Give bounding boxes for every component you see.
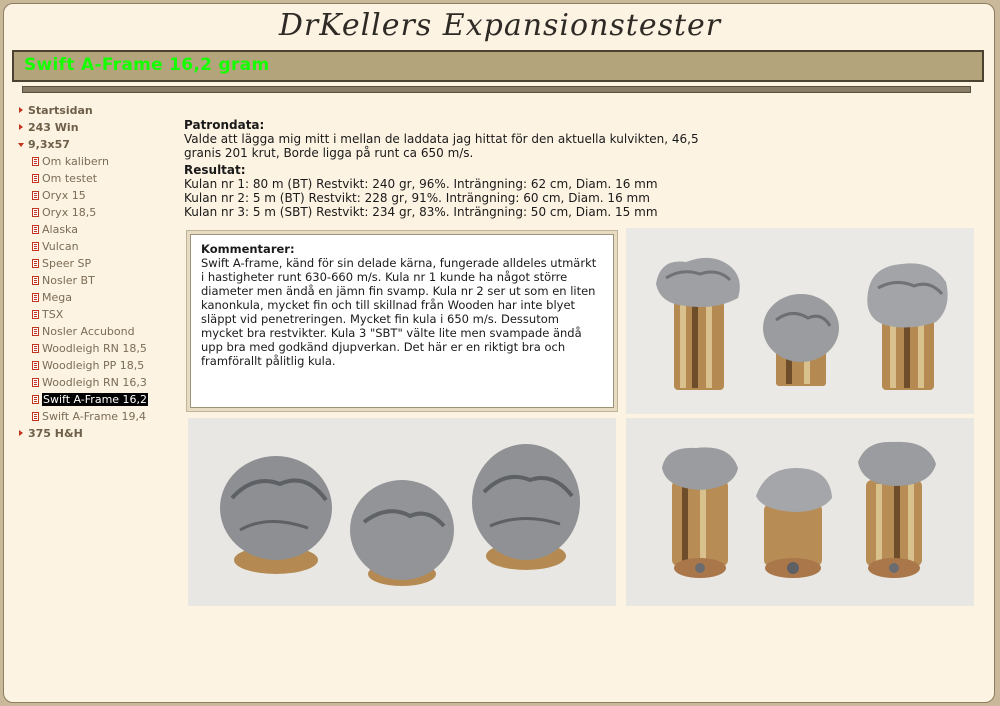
document-icon [32, 395, 39, 404]
document-icon [32, 242, 39, 251]
nav-subitem-om-testet[interactable] [18, 170, 168, 187]
nav-subitem-alaska[interactable] [18, 221, 168, 238]
resultat-heading: Resultat: [184, 163, 246, 177]
comment-heading: Kommentarer: [201, 242, 295, 256]
page-title: Swift A-Frame 16,2 gram [24, 55, 270, 75]
document-icon [32, 412, 39, 421]
nav-subitem-label: Woodleigh PP 18,5 [42, 359, 145, 372]
nav-item-375-hh[interactable] [18, 425, 168, 442]
nav-subitem-oryx-15[interactable] [18, 187, 168, 204]
document-icon [32, 191, 39, 200]
page-title-bar [12, 50, 984, 82]
nav-subitem-om-kalibern[interactable] [18, 153, 168, 170]
resultat-line: Kulan nr 1: 80 m (BT) Restvikt: 240 gr, 96%. Inträngning: 62 cm, Diam. 16 mm [184, 177, 658, 191]
document-icon [32, 378, 39, 387]
document-icon [32, 293, 39, 302]
nav-subitem-label: Oryx 15 [42, 189, 86, 202]
bullet-photo-side-view [626, 228, 974, 414]
collapsed-arrow-icon [19, 430, 23, 436]
nav-item-label: Startsidan [28, 104, 93, 117]
document-icon [32, 361, 39, 370]
comment-panel [190, 234, 614, 408]
nav-subitem-vulcan[interactable] [18, 238, 168, 255]
nav-subitem-label: Om kalibern [42, 155, 109, 168]
nav-subitem-woodleigh-rn-18-5[interactable] [18, 340, 168, 357]
document-icon [32, 157, 39, 166]
document-icon [32, 310, 39, 319]
bullet-photo-front-view [188, 418, 616, 606]
comment-text: Swift A-frame, känd för sin delade kärna, fungerade alldeles utmärkt i hastigheter runt 630-660 m/s. Kula nr 1 kunde ha något större diameter men ändå en jämn fin svamp. Kula nr 2 ser ut som en liten kanonkula, mycket fin och till skillnad från Wooden har inte blyet släppt vid penetreringen. Mycket fin kula i 650 m/s. Dessutom mycket bra restvikter. Kula 3 "SBT" välte lite men svampade ändå upp bra med godkänd djupverkan. Det här er en riktigt bra och framförallt pålitlig kula. [201, 256, 597, 368]
sidebar-nav [18, 102, 168, 442]
nav-subitem-swift-a-frame-19-4[interactable] [18, 408, 168, 425]
nav-item-label: 243 Win [28, 121, 79, 134]
nav-subitem-label: Mega [42, 291, 72, 304]
nav-subitem-label: Speer SP [42, 257, 92, 270]
nav-subitem-label: Swift A-Frame 19,4 [42, 410, 147, 423]
document-icon [32, 327, 39, 336]
resultat-line: Kulan nr 2: 5 m (BT) Restvikt: 228 gr, 91%. Inträngning: 60 cm, Diam. 16 mm [184, 191, 650, 205]
main-content [184, 118, 724, 219]
collapsed-arrow-icon [19, 107, 23, 113]
nav-subitem-label: Woodleigh RN 18,5 [42, 342, 147, 355]
site-title: DrKellers Expansionstester [278, 8, 722, 43]
nav-subitem-speer-sp[interactable] [18, 255, 168, 272]
nav-item-label: 9,3x57 [28, 138, 70, 151]
nav-subitem-label: TSX [42, 308, 64, 321]
page-frame [3, 3, 995, 703]
nav-subitem-oryx-18-5[interactable] [18, 204, 168, 221]
expanded-arrow-icon [18, 143, 24, 147]
bullet-photo-base-view [626, 418, 974, 606]
nav-subitem-nosler-bt[interactable] [18, 272, 168, 289]
document-icon [32, 174, 39, 183]
nav-subitem-woodleigh-rn-16-3[interactable] [18, 374, 168, 391]
document-icon [32, 208, 39, 217]
nav-subitem-nosler-accubond[interactable] [18, 323, 168, 340]
nav-subitem-label: Om testet [42, 172, 98, 185]
nav-subitem-label: Nosler BT [42, 274, 95, 287]
collapsed-arrow-icon [19, 124, 23, 130]
document-icon [32, 259, 39, 268]
nav-subitem-label: Oryx 18,5 [42, 206, 97, 219]
nav-subitem-tsx[interactable] [18, 306, 168, 323]
nav-subitem-swift-a-frame-16-2[interactable] [18, 391, 168, 408]
nav-item-9-3x57[interactable] [18, 136, 168, 153]
patrondata-text: Valde att lägga mig mitt i mellan de laddata jag hittat för den aktuella kulvikten, 46,5 granis 201 krut, Borde ligga på runt ca 650 m/s. [184, 132, 699, 160]
comment-box [186, 230, 618, 412]
nav-subitem-mega[interactable] [18, 289, 168, 306]
nav-item-243-win[interactable] [18, 119, 168, 136]
document-icon [32, 276, 39, 285]
title-divider [22, 86, 971, 93]
nav-subitem-label: Vulcan [42, 240, 79, 253]
nav-item-label: 375 H&H [28, 427, 83, 440]
nav-subitem-label: Alaska [42, 223, 78, 236]
nav-subitem-label: Nosler Accubond [42, 325, 135, 338]
nav-subitem-label: Swift A-Frame 16,2 [43, 393, 148, 406]
nav-subitem-woodleigh-pp-18-5[interactable] [18, 357, 168, 374]
nav-item-startsidan[interactable] [18, 102, 168, 119]
resultat-line: Kulan nr 3: 5 m (SBT) Restvikt: 234 gr, 83%. Inträngning: 50 cm, Diam. 15 mm [184, 205, 658, 219]
patrondata-heading: Patrondata: [184, 118, 265, 132]
document-icon [32, 225, 39, 234]
nav-subitem-label: Woodleigh RN 16,3 [42, 376, 147, 389]
document-icon [32, 344, 39, 353]
